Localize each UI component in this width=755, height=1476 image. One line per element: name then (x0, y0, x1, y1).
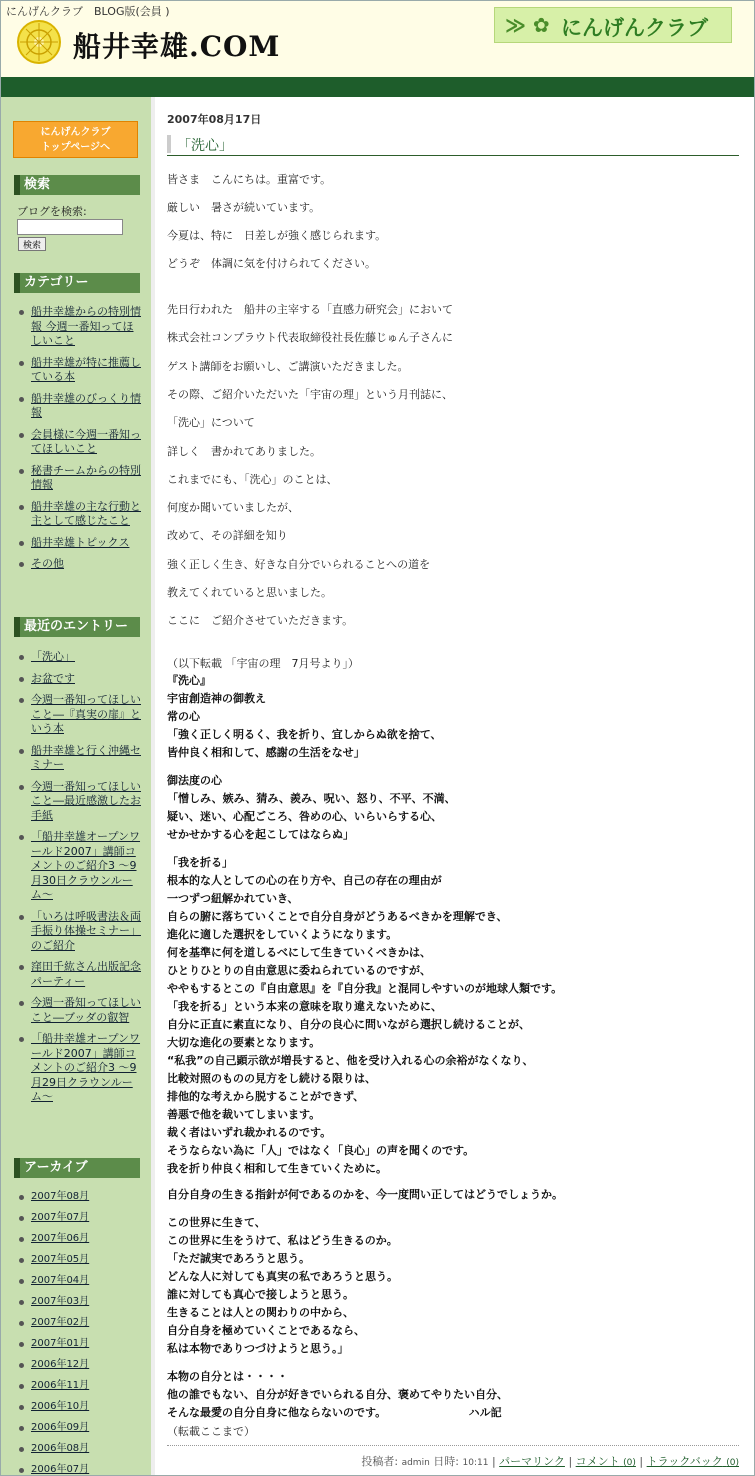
quote-line: 何を基準に何を道しるべにして生きていくべきかは、 (167, 946, 431, 959)
quote-line: せかせかする心を起こしてはならぬ」 (167, 828, 354, 841)
quote-line: 誰に対しても真心で接しようと思う。 (167, 1288, 354, 1301)
recent-entry-link[interactable]: お盆です (17, 672, 143, 687)
archive-link[interactable]: 2006年11月 (17, 1379, 143, 1394)
post-paragraph: 改めて、その詳細を知り (167, 529, 288, 543)
post-paragraph: 詳しく 書かれてありました。 (167, 444, 321, 458)
recent-entry-link[interactable]: 今週一番知ってほしいこと―ブッダの叡智 (17, 996, 143, 1025)
quote-line: そうならない為に「人」ではなく「良心」の声を聞くのです。 (167, 1144, 475, 1157)
club-top-button-label: にんげんクラブ トップページへ (40, 127, 111, 153)
post-paragraph: 厳しい 暑さが続いています。 (167, 201, 321, 214)
footer-separator: | (639, 1455, 644, 1468)
archive-link[interactable]: 2007年03月 (17, 1295, 143, 1310)
post-title-wrap (167, 135, 739, 156)
quote-line: 我を折り仲良く相和して生きていくために。 (167, 1162, 387, 1175)
trackback-link[interactable] (647, 1455, 739, 1468)
comments-label: コメント (575, 1455, 620, 1468)
quote-line: そんな最愛の自分自身に他ならないのです。 ハル記 (167, 1406, 502, 1419)
quote-source: （以下転載 「宇宙の理 7月号より」） (167, 657, 359, 670)
category-list (17, 305, 143, 579)
quote-line: 一つずつ紐解かれていき、 (167, 892, 299, 905)
footer-separator: | (491, 1455, 496, 1468)
archive-link[interactable]: 2007年01月 (17, 1337, 143, 1352)
post-paragraph: 皆さま こんにちは。重富です。 (167, 173, 332, 186)
search-label: ブログを検索: (17, 205, 87, 218)
quote-line: 他の誰でもない、自分が好きでいられる自分、褒めてやりたい自分、 (167, 1388, 508, 1401)
recent-entry-link[interactable]: 今週一番知ってほしいこと―『真実の扉』という本 (17, 693, 143, 737)
quote-line: 「憎しみ、嫉み、猜み、羨み、呪い、怒り、不平、不満、 (167, 792, 456, 805)
recent-entry-link[interactable]: 今週一番知ってほしいこと―最近感激したお手紙 (17, 780, 143, 824)
post-paragraph: 先日行われた 船井の主宰する「直感力研究会」において (167, 303, 453, 316)
post-paragraph: 株式会社コンプラウト代表取締役社長佐藤じゅん子さんに (167, 331, 453, 345)
recent-entry-link[interactable]: 船井幸雄と行く沖縄セミナー (17, 744, 143, 773)
quote-line: 自分自身の生きる指針が何であるのかを、今一度問い正してはどうでしょうか。 (167, 1188, 563, 1201)
post-time: 10:11 (462, 1458, 489, 1468)
recent-entry-link[interactable]: 「船井幸雄オープンワールド2007」講師コメントのご紹介3 ～9月29日クラウンルーム～ (17, 1032, 143, 1105)
comments-count: (0) (623, 1458, 636, 1468)
quote-line: ひとりひとりの自由意思に委ねられているのですが、 (167, 964, 431, 977)
quote-line: 常の心 (167, 710, 200, 723)
quote-line: 宇宙創造神の御教え (167, 692, 266, 705)
header-bar (1, 77, 754, 97)
archive-list (17, 1190, 143, 1476)
quote-line: 善悪で他を裁いてしまいます。 (167, 1108, 321, 1121)
recent-entry-link[interactable]: 「いろは呼吸書法＆両手振り体操セミナー」のご紹介 (17, 910, 143, 954)
trackback-count: (0) (726, 1458, 739, 1468)
comments-link[interactable] (576, 1455, 636, 1468)
search-heading: 検索 (14, 175, 140, 195)
post-footer (361, 1453, 739, 1469)
site-label: にんげんクラブ BLOG版(会員 ) (6, 5, 170, 18)
search-button[interactable]: 検索 (18, 237, 46, 251)
category-link[interactable]: 秘書チームからの特別情報 (17, 464, 143, 493)
quote-line: 自らの腑に落ちていくことで自分自身がどうあるべきかを理解でき、 (167, 910, 508, 923)
header (1, 1, 754, 77)
post-footer-divider (167, 1445, 739, 1446)
post-paragraph: 強く正しく生き、好きな自分でいられることへの道を (167, 557, 431, 571)
category-link[interactable]: 船井幸雄のびっくり情報 (17, 392, 143, 421)
category-link[interactable]: 船井幸雄からの特別情報 今週一番知ってほしいこと (17, 305, 143, 349)
category-link[interactable]: 船井幸雄トピックス (17, 536, 143, 551)
quote-line: 「強く正しく明るく、我を折り、宜しからぬ欲を捨て、 (167, 728, 442, 741)
post-title: 「洗心」 (177, 138, 233, 154)
quote-line: 排他的な考えから脱することができず、 (167, 1090, 365, 1103)
quote-line: 裁く者はいずれ裁かれるのです。 (167, 1126, 332, 1139)
archive-link[interactable]: 2007年07月 (17, 1211, 143, 1226)
footer-separator: | (568, 1455, 573, 1468)
archive-link[interactable]: 2007年02月 (17, 1316, 143, 1331)
archive-link[interactable]: 2006年08月 (17, 1442, 143, 1457)
recent-heading: 最近のエントリー (14, 617, 140, 637)
club-logo-icon: ≫ ✿ (505, 13, 550, 37)
quote-line: “私我”の自己顕示欲が増長すると、他を受け入れる心の余裕がなくなり、 (167, 1054, 534, 1067)
archive-link[interactable]: 2007年05月 (17, 1253, 143, 1268)
archive-link[interactable]: 2006年07月 (17, 1463, 143, 1476)
archive-link[interactable]: 2007年06月 (17, 1232, 143, 1247)
sunflower-logo-icon[interactable] (16, 19, 62, 65)
archive-link[interactable]: 2006年12月 (17, 1358, 143, 1373)
quote-line: 大切な進化の要素となります。 (167, 1036, 321, 1049)
posted-by-label: 投稿者: (361, 1455, 399, 1468)
post-paragraph: 「洗心」について (167, 416, 255, 430)
post-paragraph: これまでにも、「洗心」のことは、 (167, 472, 338, 486)
quote-line: 「我を折る」という本来の意味を取り違えないために、 (167, 1000, 442, 1013)
club-top-button[interactable] (13, 121, 138, 158)
post-paragraph: 何度か聞いていましたが、 (167, 501, 299, 515)
quote-line: 疑い、迷い、心配ごころ、咎めの心、いらいらする心、 (167, 810, 442, 823)
recent-entries-list (17, 650, 143, 1112)
trackback-label: トラックバック (646, 1455, 723, 1468)
quote-line: 私は本物でありつづけようと思う。」 (167, 1342, 349, 1355)
club-banner[interactable] (494, 7, 732, 43)
quote-line: どんな人に対しても真実の私であろうと思う。 (167, 1270, 398, 1283)
search-input[interactable] (17, 219, 123, 235)
post-paragraph: 今夏は、特に 日差しが強く感じられます。 (167, 229, 387, 242)
post-author: admin (401, 1458, 430, 1468)
archive-heading: アーカイブ (14, 1158, 140, 1178)
quote-line: 「我を折る」 (167, 856, 233, 869)
time-label: 日時: (433, 1455, 459, 1468)
quote-line: 根本的な人としての心の在り方や、自己の存在の理由が (167, 874, 442, 887)
archive-link[interactable]: 2007年04月 (17, 1274, 143, 1289)
main-content (167, 97, 747, 1476)
post-paragraph: ゲスト講師をお願いし、ご講演いただきました。 (167, 359, 409, 373)
post-date: 2007年08月17日 (167, 113, 262, 126)
post-paragraph: その際、ご紹介いただいた「宇宙の理」という月刊誌に、 (167, 387, 453, 401)
quote-line: 比較対照のものの見方をし続ける限りは、 (167, 1072, 376, 1085)
club-name: にんげんクラブ (561, 16, 708, 40)
quote-line: 自分自身を極めていくことであるなら、 (167, 1324, 365, 1337)
category-link[interactable]: その他 (17, 557, 143, 572)
archive-link[interactable]: 2007年08月 (17, 1190, 143, 1205)
sidebar (1, 97, 155, 1476)
quote-line: 御法度の心 (167, 774, 222, 787)
category-link[interactable]: 船井幸雄が特に推薦している本 (17, 356, 143, 385)
post-paragraph: 教えてくれていると思いました。 (167, 586, 332, 599)
quote-line: 生きることは人との関わりの中から、 (167, 1306, 354, 1319)
category-link[interactable]: 船井幸雄の主な行動と主として感じたこと (17, 500, 143, 529)
archive-link[interactable]: 2006年10月 (17, 1400, 143, 1415)
recent-entry-link[interactable]: 「船井幸雄オープンワールド2007」講師コメントのご紹介3 ～9月30日クラウンルーム～ (17, 830, 143, 903)
quote-line: 皆仲良く相和して、感謝の生活をなせ」 (167, 746, 365, 759)
quote-line: 『洗心』 (167, 674, 211, 687)
archive-link[interactable]: 2006年09月 (17, 1421, 143, 1436)
site-name[interactable]: 船井幸雄.COM (73, 30, 281, 63)
category-heading: カテゴリー (14, 273, 140, 293)
quote-line: 「ただ誠実であろうと思う。 (167, 1252, 310, 1265)
quote-line: 本物の自分とは・・・・ (167, 1370, 288, 1383)
quote-line: 自分に正直に素直になり、自分の良心に問いながら選択し続けることが、 (167, 1018, 530, 1031)
recent-entry-link[interactable]: 「洗心」 (17, 650, 143, 665)
category-link[interactable]: 会員様に今週一番知ってほしいこと (17, 428, 143, 457)
post-paragraph: ここに ご紹介させていただきます。 (167, 614, 354, 628)
quote-line: この世界に生きて、 (167, 1216, 266, 1229)
post-title-marker (167, 135, 171, 153)
quote-end: （転載ここまで） (167, 1425, 255, 1438)
recent-entry-link[interactable]: 窪田千紘さん出版記念パーティー (17, 960, 143, 989)
quote-line: この世界に生をうけて、私はどう生きるのか。 (167, 1234, 398, 1247)
quote-line: ややもするとこの『自由意思』を『自分我』と混同しやすいのが地球人類です。 (167, 982, 563, 995)
permalink-link[interactable]: パーマリンク (499, 1455, 565, 1468)
quote-line: 進化に適した選択をしていくようになります。 (167, 928, 398, 941)
post-paragraph: どうぞ 体調に気を付けられてください。 (167, 257, 376, 270)
